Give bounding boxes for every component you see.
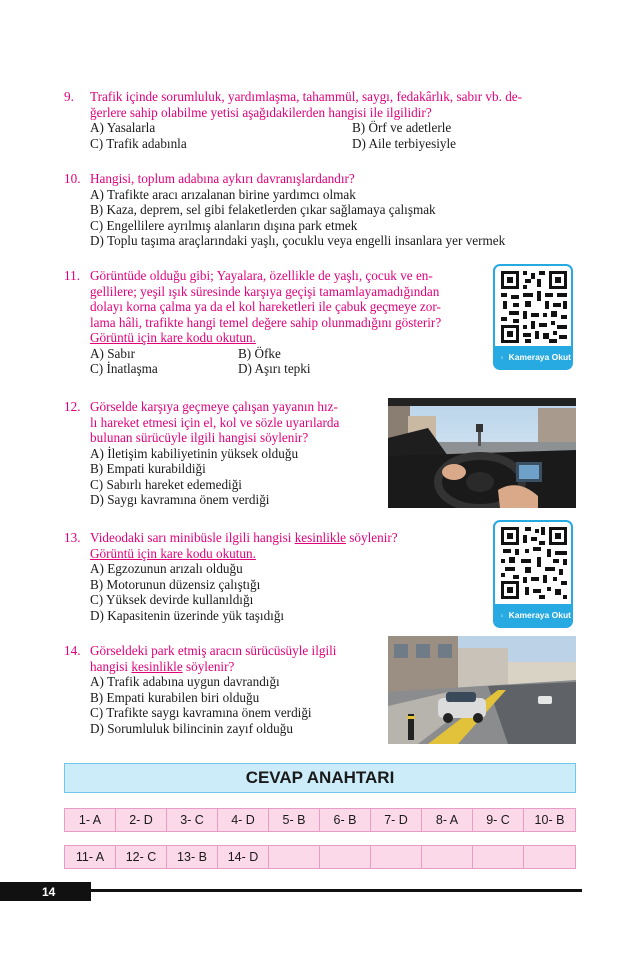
- qr-instruction-link[interactable]: Görüntü için kare kodu okutun.: [90, 545, 256, 561]
- option-c: C) İnatlaşma: [90, 361, 158, 376]
- question-9: [64, 89, 579, 151]
- option-a: A) Trafik adabına uygun davrandığı: [90, 674, 280, 689]
- option-c: C) Engellilere ayrılmış alanların dışına park etmek: [90, 217, 358, 233]
- answer-key-title: CEVAP ANAHTARI: [64, 763, 576, 793]
- answer-cell: 2- D: [116, 809, 167, 831]
- parked-car-photo: [388, 636, 576, 744]
- option-b: B) Kaza, deprem, sel gibi felaketlerden çıkar sağlamaya çalışmak: [90, 202, 436, 217]
- answer-cell: 8- A: [422, 809, 473, 831]
- qr-code-icon: [501, 271, 567, 343]
- answer-cell: 3- C: [167, 809, 218, 831]
- question-text: Videodaki sarı minibüsle ilgili hangisi kesinlikle söylenir? Görüntü için kare kodu okutun.: [90, 530, 398, 561]
- scan-label: Kameraya Okut: [508, 610, 571, 620]
- scan-label: Kameraya Okut: [508, 352, 571, 362]
- qr-code-card-2[interactable]: [493, 520, 573, 628]
- answer-cell: 9- C: [473, 809, 524, 831]
- options: [64, 446, 384, 508]
- phone-icon: [501, 609, 503, 622]
- option-b: B) Örf ve adetlerle: [352, 120, 452, 135]
- answer-key-row-2: [64, 845, 576, 869]
- question-text: Görseldeki park etmiş aracın sürücüsüyle ilgili hangisi kesinlikle söylenir?: [90, 643, 337, 674]
- answer-cell: [473, 846, 524, 868]
- option-c: C) Trafikte saygı kavramına önem verdiği: [90, 705, 312, 720]
- option-b: B) Öfke: [238, 345, 281, 361]
- option-d: D) Aşırı tepki: [238, 361, 311, 376]
- question-12: [64, 399, 384, 508]
- options: [64, 674, 384, 736]
- answer-cell: 10- B: [534, 813, 565, 827]
- qr-code-icon: [501, 527, 567, 599]
- footer-rule: [91, 889, 582, 892]
- options: [64, 120, 579, 151]
- answer-cell: 13- B: [167, 846, 218, 868]
- scan-bar[interactable]: [495, 346, 571, 368]
- answer-cell: [524, 846, 575, 868]
- qr-instruction-link[interactable]: Görüntü için kare kodu okutun.: [90, 330, 256, 345]
- question-number: 9.: [64, 89, 74, 104]
- answer-cell: 5- B: [269, 809, 320, 831]
- answer-cell: 12- C: [116, 846, 167, 868]
- options: [64, 187, 579, 249]
- option-d: D) Aile terbiyesiyle: [352, 135, 457, 151]
- question-text: Görüntüde olduğu gibi; Yayalara, özellikle de yaşlı, çocuk ve en- gellilere; yeşil ışık süresinde karşıya geçişi tamamlayamadığından dolayı korna çalma ya da el kol hareketleri ile çabuk geçmeye zor- lama hâli, trafikte hangi temel değere sahip olunmadığını gösterir? Görüntü için kare kodu okutun.: [90, 268, 442, 345]
- question-number: 12.: [64, 399, 81, 414]
- answer-cell: [269, 846, 320, 868]
- question-10: [64, 171, 579, 249]
- option-d: D) Saygı kavramına önem verdiği: [90, 492, 270, 507]
- question-text: Görselde karşıya geçmeye çalışan yayanın hız- lı hareket etmesi için el, kol ve sözle uyarılarda bulunan sürücüyle ilgili hangisi söylenir?: [90, 399, 340, 445]
- answer-cell: 11- A: [65, 846, 116, 868]
- option-b: B) Motorunun düzensiz çalıştığı: [90, 576, 261, 592]
- option-c: C) Sabırlı hareket edemediği: [90, 476, 242, 492]
- driver-interior-photo: [388, 398, 576, 508]
- option-a: A) İletişim kabiliyetinin yüksek olduğu: [90, 445, 299, 461]
- emphasis-word: kesinlikle: [294, 530, 346, 545]
- options: [64, 561, 484, 623]
- emphasis-word: kesinlikle: [131, 658, 183, 674]
- option-a: A) Trafikte aracı arızalanan birine yardımcı olmak: [90, 186, 356, 202]
- option-c: C) Trafik adabınla: [90, 135, 187, 151]
- question-number: 11.: [64, 268, 80, 283]
- answer-cell: 4- D: [218, 809, 269, 831]
- option-d: D) Kapasitenin üzerinde yük taşıdığı: [90, 607, 285, 623]
- option-d: D) Toplu taşıma araçlarındaki yaşlı, çocuklu veya engelli insanlara yer vermek: [90, 233, 506, 248]
- options: [64, 346, 484, 377]
- option-b: B) Empati kurabildiği: [90, 461, 206, 476]
- answer-cell: [371, 846, 422, 868]
- qr-code-card-1[interactable]: [493, 264, 573, 370]
- option-c: C) Yüksek devirde kullanıldığı: [90, 592, 254, 607]
- option-a: A) Sabır: [90, 345, 136, 361]
- answer-cell: 6- B: [320, 809, 371, 831]
- question-13: [64, 530, 484, 623]
- option-b: B) Empati kurabilen biri olduğu: [90, 689, 260, 705]
- question-number: 13.: [64, 530, 81, 545]
- scan-bar[interactable]: [495, 604, 571, 626]
- option-a: A) Yasalarla: [90, 120, 156, 135]
- phone-icon: [501, 351, 503, 364]
- question-text: Trafik içinde sorumluluk, yardımlaşma, tahammül, saygı, fedakârlık, sabır vb. de- ğerlere sahip olabilme yetisi aşağıdakilerden hangisi ile ilgilidir?: [90, 89, 523, 120]
- option-d: D) Sorumluluk bilincinin zayıf olduğu: [90, 720, 293, 736]
- option-a: A) Egzozunun arızalı olduğu: [90, 561, 243, 576]
- answer-cell: 1- A: [65, 809, 116, 831]
- answer-key-row-1: [64, 808, 576, 832]
- page-number: 14: [0, 882, 91, 901]
- question-number: 10.: [64, 171, 81, 186]
- answer-cell: [422, 846, 473, 868]
- question-14: [64, 643, 384, 736]
- question-text: Hangisi, toplum adabına aykırı davranışlardandır?: [90, 171, 355, 186]
- answer-cell: [320, 846, 371, 868]
- question-11: [64, 268, 484, 377]
- answer-cell: 7- D: [371, 809, 422, 831]
- question-number: 14.: [64, 643, 81, 658]
- answer-cell: 14- D: [218, 846, 269, 868]
